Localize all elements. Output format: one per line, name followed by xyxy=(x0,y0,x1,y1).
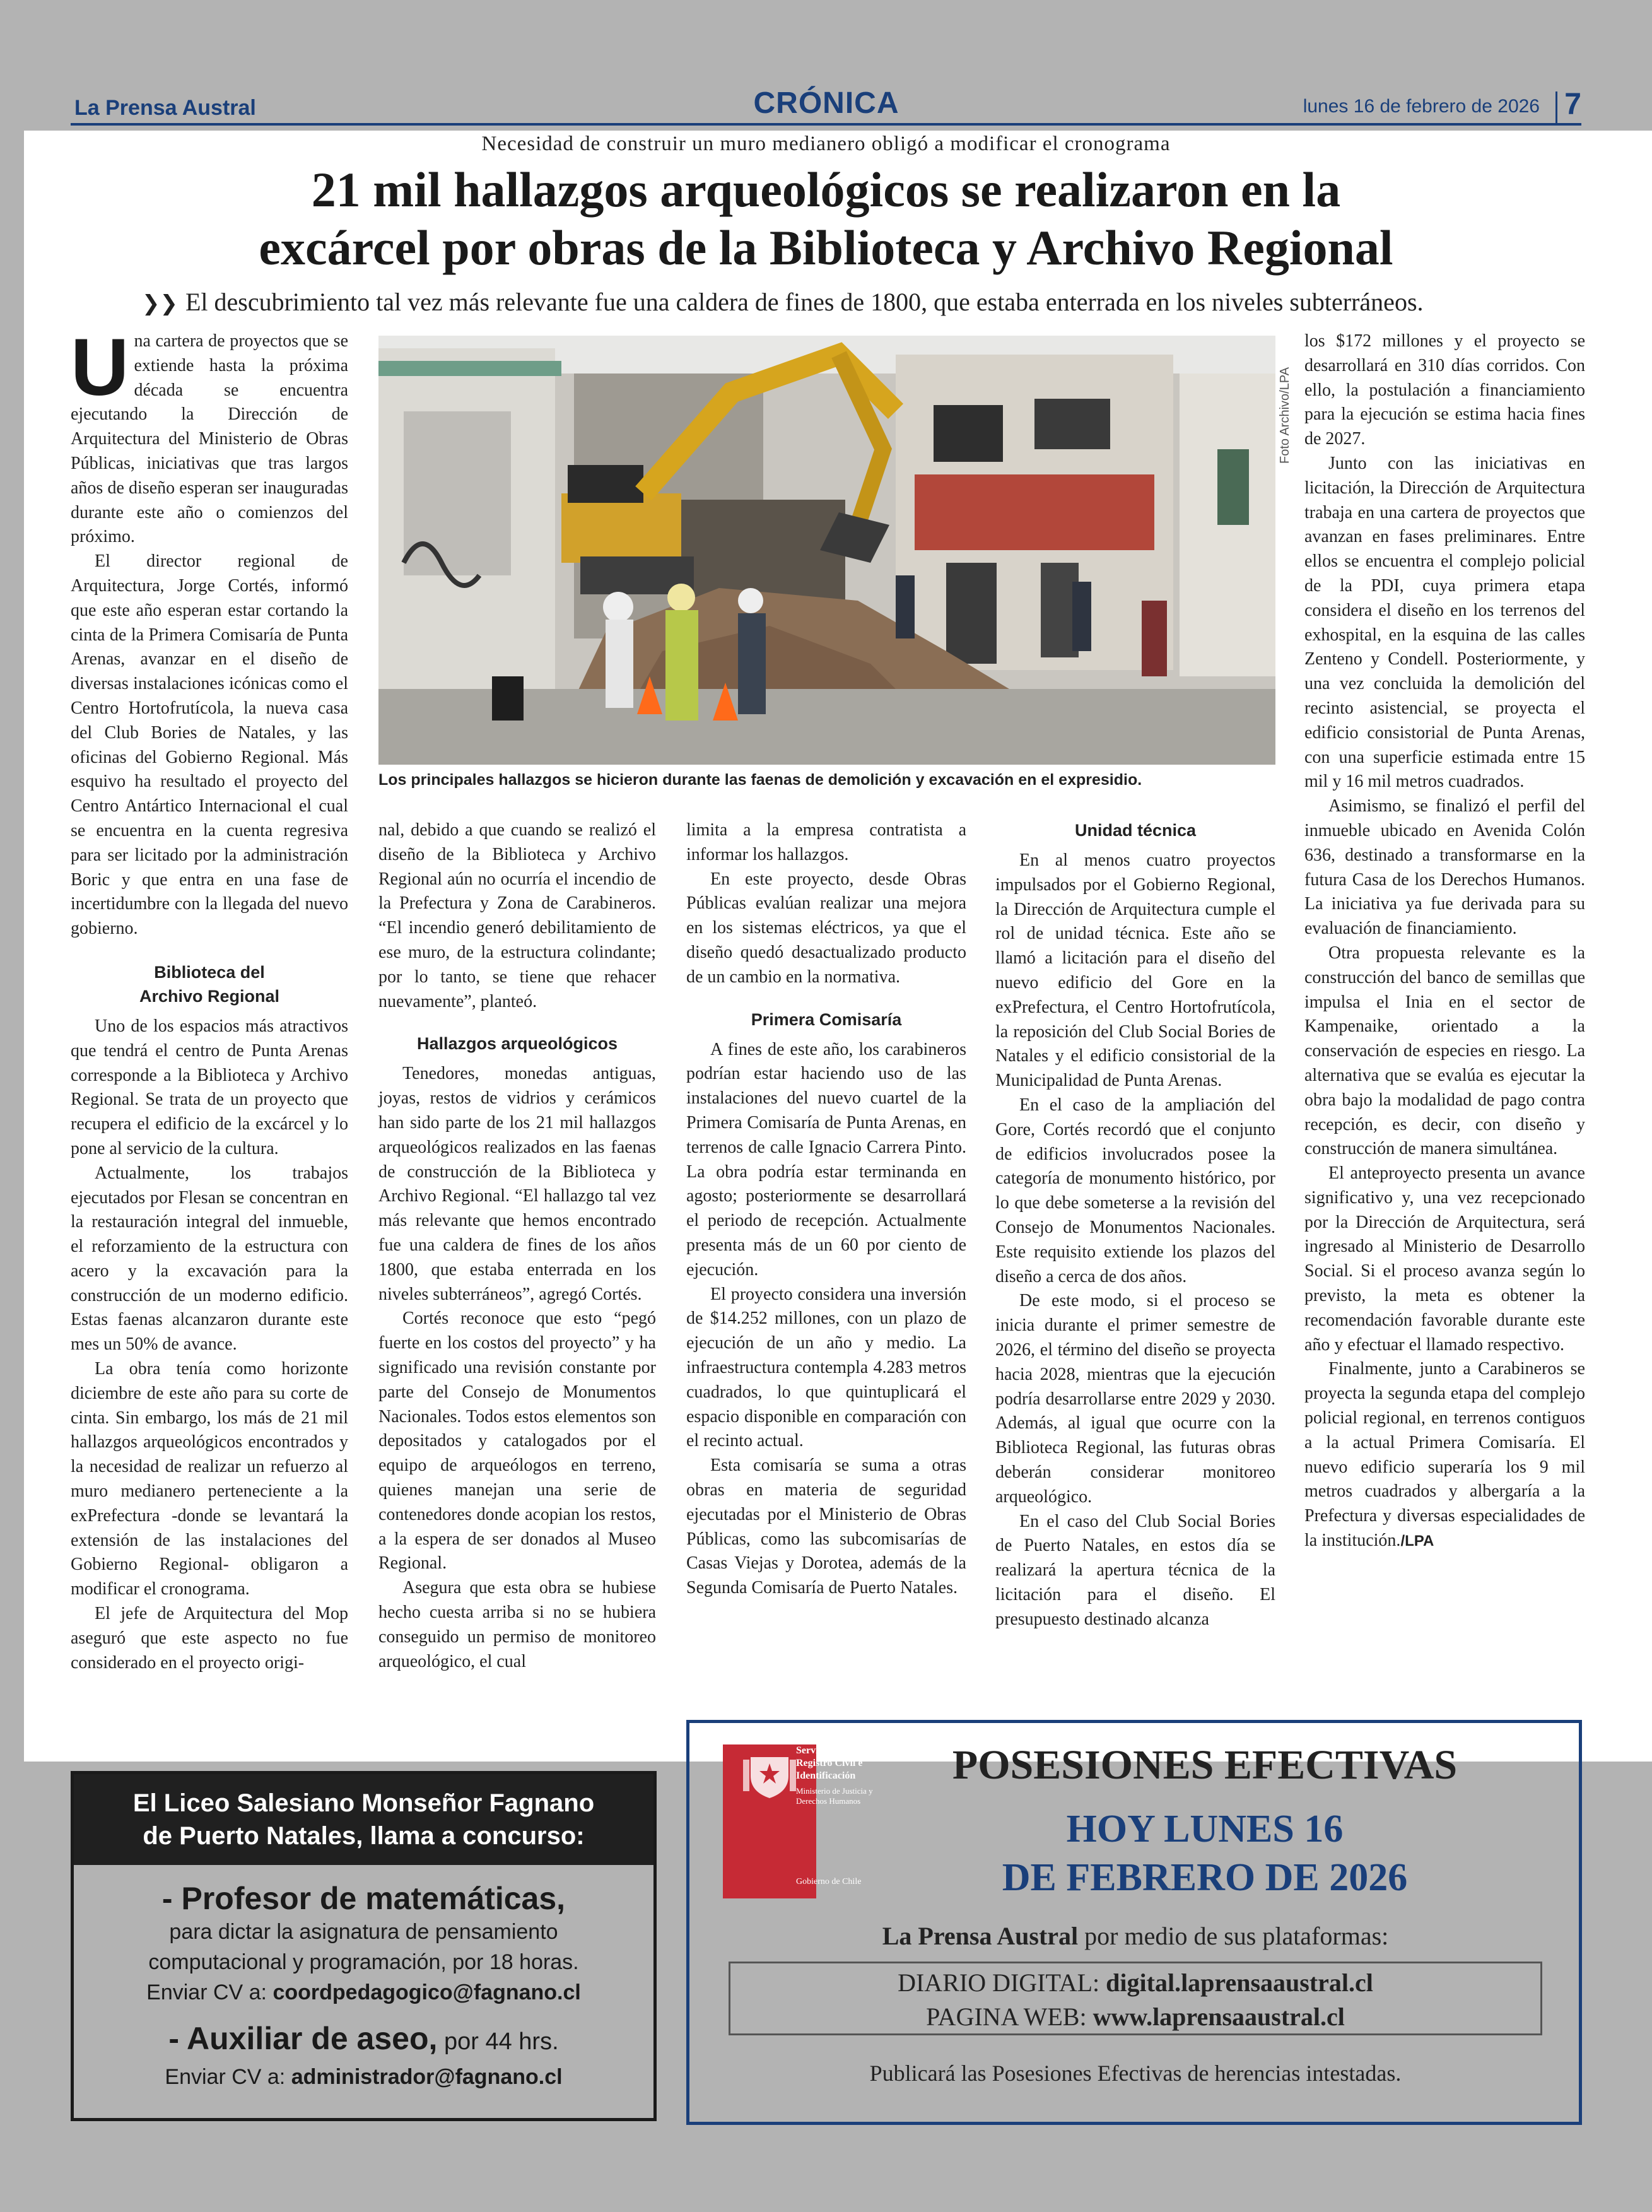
demolition-photo xyxy=(378,336,1275,765)
platforms-box xyxy=(729,1962,1542,2035)
paragraph: los $172 millones y el proyecto se desarrollará en 310 días corridos. Con ello, la postulación a financiamiento para la ejecución se estima hacia fines de 2027. xyxy=(1304,331,1585,449)
paragraph: El director regional de Arquitectura, Jorge Cortés, informó que este año esperan estar cortando la cinta de la Primera Comisaría de Punta Arenas, avanzar en el diseño de diversas instalaciones icónicas como el Centro Hortofrutícola, la nueva casa del Club Bories de Natales, y las oficinas del Gobierno Regional. Más esquivo ha resultado el proyecto del Centro Antártico Internacional el cual se encuentra en la cuenta regresiva para ser licitado por la administración Boric y que entra en una fase de incertidumbre con la llegada del nuevo gobierno. xyxy=(71,551,348,939)
paragraph: Tenedores, monedas antiguas, joyas, restos de vidrios y cerámicos han sido parte de los 21 mil hallazgos arqueológicos realizados en las faenas de construcción de la Biblioteca y Archivo Regional. “El hallazgo tal vez más relevante que hemos encontrado fue una caldera de fines de los años 1800, que estaba enterrada en los niveles subterráneos”, agregó Cortés. xyxy=(378,1064,656,1304)
paragraph: A fines de este año, los carabineros podrían estar haciendo uso de las instalaciones del nuevo cuartel de la Primera Comisaría de Punta Arenas, en terrenos de calle Ignacio Carrera Pinto. La obra podría estar terminanda en agosto; posteriormente se desarrollará el periodo de recepción. Actualmente presenta más de un 60 por ciento de ejecución. xyxy=(686,1039,966,1280)
photo-illustration xyxy=(378,336,1275,765)
subhead-text: El descubrimiento tal vez más relevante fue una caldera de fines de 1800, que estaba enterrada en los niveles subterráneos. xyxy=(185,288,1424,316)
double-chevron-icon: ❯❯ xyxy=(142,291,178,316)
digital-link[interactable]: digital.laprensaaustral.cl xyxy=(1106,1968,1373,1997)
page-number: 7 xyxy=(1564,88,1581,121)
posesiones-media-line: La Prensa Austral por medio de sus plataformas: xyxy=(882,1922,1389,1950)
issue-date: lunes 16 de febrero de 2026 xyxy=(1303,96,1540,117)
headline-line-2: excárcel por obras de la Biblioteca y Archivo Regional xyxy=(259,220,1393,275)
article-column-2 xyxy=(378,818,656,1674)
subheading-biblioteca: Biblioteca del Archivo Regional xyxy=(139,962,280,1006)
web-line: PAGINA WEB: www.laprensaaustral.cl xyxy=(926,2003,1345,2031)
paragraph: Junto con las iniciativas en licitación, la Dirección de Arquitectura trabaja en una cartera de proyectos que avanzan en fases preliminares. Entre ellos se encuentra el complejo policial de la PDI, cuya primera etapa considera el diseño en los terrenos del exhospital, en la esquina de las calles Zenteno y Condell. Posteriormente, y una vez concluida la demolición del recinto asistencial, se proyecta el edificio consistorial de Punta Arenas, con una superficie estimada entre 15 mil y 16 mil metros cuadrados. xyxy=(1304,453,1585,792)
paragraph: Cortés reconoce que esto “pegó fuerte en los costos del proyecto” y ha significado una revisión constante por parte del Consejo de Monumentos Nacionales. Todos estos elementos son depositados y catalogados por el equipo de arqueólogos en terreno, quienes manejan una serie de contenedores donde acopian los restos, a la espera de ser donados al Museo Regional. xyxy=(378,1309,656,1574)
header-rule xyxy=(71,123,1581,126)
photo-caption: Los principales hallazgos se hicieron durante las faenas de demolición y excavación en el expresidio. xyxy=(378,771,1142,789)
role-math-teacher: - Profesor de matemáticas, xyxy=(161,1881,566,1916)
paragraph: Asegura que esta obra se hubiese hecho cuesta arriba si no se hubiera conseguido un permiso de monitoreo arqueológico, el cual xyxy=(378,1578,656,1671)
liceo-job-ad xyxy=(71,1771,657,2121)
logo-text: Servicio de Registro Civil e Identificación Ministerio de Justicia y Derechos Humanos xyxy=(796,1745,873,1806)
article-subhead xyxy=(142,287,1530,317)
article-kicker: Necesidad de construir un muro medianero obligó a modificar el cronograma xyxy=(481,132,1171,155)
web-link[interactable]: www.laprensaaustral.cl xyxy=(1093,2003,1345,2031)
paragraph: Actualmente, los trabajos ejecutados por Flesan se concentran en la restauración integral del inmueble, el reforzamiento de la estructura con acero y la excavación para la construcción de un moderno edificio. Estas faenas alcanzaron durante este mes un 50% de avance. xyxy=(71,1163,348,1355)
email-link[interactable]: coordpedagogico@fagnano.cl xyxy=(272,1980,581,2004)
paragraph: nal, debido a que cuando se realizó el diseño de la Biblioteca y Archivo Regional aún no ocurría el incendio de la Prefectura y Zona de Carabineros. “El incendio generó debilitamiento de ese muro, de la estructura colindante; por lo tanto, se tiene que rehacer nuevamente”, planteó. xyxy=(378,820,656,1011)
posesiones-footer: Publicará las Posesiones Efectivas de herencias intestadas. xyxy=(869,2061,1402,2086)
author-signature: /LPA xyxy=(1400,1533,1434,1550)
paragraph: Uno de los espacios más atractivos que tendrá el centro de Punta Arenas corresponde a la Biblioteca y Archivo Regional. Se trata de un proyecto que recupera el edificio de la excárcel y lo pone al servicio de la cultura. xyxy=(71,1016,348,1158)
paragraph: De este modo, si el proceso se inicia durante el primer semestre de 2026, el término del diseño se proyecta hacia 2028, mientras que la ejecución podría desarrollarse entre 2029 y 2030. Además, al igual que ocurre con la Biblioteca Regional, las futuras obras deberán considerar monitoreo arqueológico. xyxy=(995,1291,1275,1507)
paragraph: Asimismo, se finalizó el perfil del inmueble ubicado en Avenida Colón 636, destinado a transformarse en la futura Casa de los Derechos Humanos. La iniciativa ya fue derivada para su evaluación de financiamiento. xyxy=(1304,796,1585,939)
paragraph: La obra tenía como horizonte diciembre de este año para su corte de cinta. Sin embargo, los más de 21 mil hallazgos arqueológicos encontrados y la necesidad de realizar un refuerzo al muro medianero perteneciente a la exPrefectura -donde se levantará la extensión de las instalaciones del Gobierno Regional- obligaron a modificar el cronograma. xyxy=(71,1359,348,1599)
paragraph: Finalmente, junto a Carabineros se proyecta la segunda etapa del complejo policial regional, en terrenos contiguos a la actual Primera Comisaría. El nuevo edificio superaría los 9 mil metros cuadrados y albergaría a la Prefectura y diversas especialidades de la institución./LPA xyxy=(1304,1359,1585,1551)
liceo-ad-header: El Liceo Salesiano Monseñor Fagnano de Puerto Natales, llama a concurso: xyxy=(74,1774,653,1865)
role-math-desc-1: para dictar la asignatura de pensamiento xyxy=(169,1920,558,1944)
posesiones-title: POSESIONES EFECTIVAS xyxy=(952,1742,1458,1788)
role-math-desc-2: computacional y programación, por 18 horas. xyxy=(148,1950,579,1974)
paragraph: En este proyecto, desde Obras Públicas evalúan realizar una mejora en los sistemas eléctricos, ya que el diseño quedó desactualizado producto de un cambio en la normativa. xyxy=(686,869,966,987)
digital-line: DIARIO DIGITAL: digital.laprensaaustral.cl xyxy=(898,1968,1373,1997)
role-math-cv: Enviar CV a: coordpedagogico@fagnano.cl xyxy=(146,1980,581,2004)
article-column-5 xyxy=(1304,329,1585,1554)
article-headline xyxy=(126,161,1526,277)
section-title: CRÓNICA xyxy=(753,86,899,120)
paragraph: En al menos cuatro proyectos impulsados por el Gobierno Regional, la Dirección de Arquitectura cumple el rol de unidad técnica. Este año se llamó a licitación para el diseño del nuevo edificio del Gore en la exPrefectura, el Centro Hortofrutícola, la reposición del Club Social Bories de Natales y el edificio consistorial de la Municipalidad de Punta Arenas. xyxy=(995,850,1275,1091)
paragraph: limita a la empresa contratista a informar los hallazgos. xyxy=(686,820,966,864)
gobierno-de-chile-label: Gobierno de Chile xyxy=(796,1877,862,1886)
header-separator xyxy=(1555,91,1557,123)
subheading-hallazgos: Hallazgos arqueológicos xyxy=(416,1034,618,1054)
paragraph: En el caso de la ampliación del Gore, Cortés recordó que el conjunto de edificios involucrados posee la categoría de monumento histórico, por lo que debe someterse a la revisión del Consejo de Monumentos Nacionales. Este requisito extiende los plazos del diseño a cerca de dos años. xyxy=(995,1095,1275,1286)
paragraph: En el caso del Club Social Bories de Puerto Natales, en estos día se realizará la apertura técnica de la licitación para el diseño. El presupuesto destinado alcanza xyxy=(995,1511,1275,1629)
paragraph: Otra propuesta relevante es la construcción del banco de semillas que impulsa el Inia en el sector de Kampenaike, orientado a la conservación de especies en riesgo. La alternativa que se evalúa es ejecutar la obra bajo la modalidad de pago contra recepción, es decir, con diseño y construcción de manera simultánea. xyxy=(1304,943,1585,1159)
paragraph: El jefe de Arquitectura del Mop aseguró que este aspecto no fue considerado en el proyecto origi- xyxy=(71,1604,348,1673)
subheading-comisaria: Primera Comisaría xyxy=(751,1009,902,1029)
drop-cap: U xyxy=(71,322,129,413)
newspaper-brand: La Prensa Austral xyxy=(74,96,256,120)
article-column-1 xyxy=(71,322,348,1675)
posesiones-date-line-2: DE FEBRERO DE 2026 xyxy=(1002,1856,1408,1899)
lead-paragraph: Una cartera de proyectos que se extiende hasta la próxima década se encuentra ejecutando la Dirección de Arquitectura del Ministerio de Obras Públicas, iniciativas que tras largos años de diseño esperan ser inauguradas durante este año o comienzos del próximo. xyxy=(71,322,348,547)
role-cleaning-assistant: - Auxiliar de aseo, por 44 hrs. xyxy=(168,2021,559,2056)
paragraph: Esta comisaría se suma a otras obras en materia de seguridad ejecutadas por el Ministerio de Obras Públicas, como las subcomisarías de Casas Viejas y Dorotea, además de la Segunda Comisaría de Puerto Natales. xyxy=(686,1456,966,1598)
photo-credit: Foto Archivo/LPA xyxy=(1278,367,1292,464)
email-link[interactable]: administrador@fagnano.cl xyxy=(291,2065,563,2089)
posesiones-date-line-1: HOY LUNES 16 xyxy=(1066,1808,1344,1850)
article-column-3 xyxy=(686,818,966,1601)
headline-line-1: 21 mil hallazgos arqueológicos se realizaron en la xyxy=(311,162,1341,217)
paragraph: El proyecto considera una inversión de $14.252 millones, con un plazo de ejecución de un año y medio. La infraestructura contempla 4.283 metros cuadrados, lo que quintuplicará el espacio disponible en comparación con el recinto actual. xyxy=(686,1284,966,1451)
role-cleaning-cv: Enviar CV a: administrador@fagnano.cl xyxy=(165,2065,563,2089)
article-column-4 xyxy=(995,818,1275,1632)
subheading-unidad-tecnica: Unidad técnica xyxy=(1074,821,1197,840)
paragraph: El anteproyecto presenta un avance significativo y, una vez recepcionado por la Dirección de Arquitectura, será ingresado al Ministerio de Desarrollo Social. Si el proceso avanza según lo previsto, la meta es obtener la recomendación favorable durante este año y efectuar el llamado respectivo. xyxy=(1304,1163,1585,1355)
